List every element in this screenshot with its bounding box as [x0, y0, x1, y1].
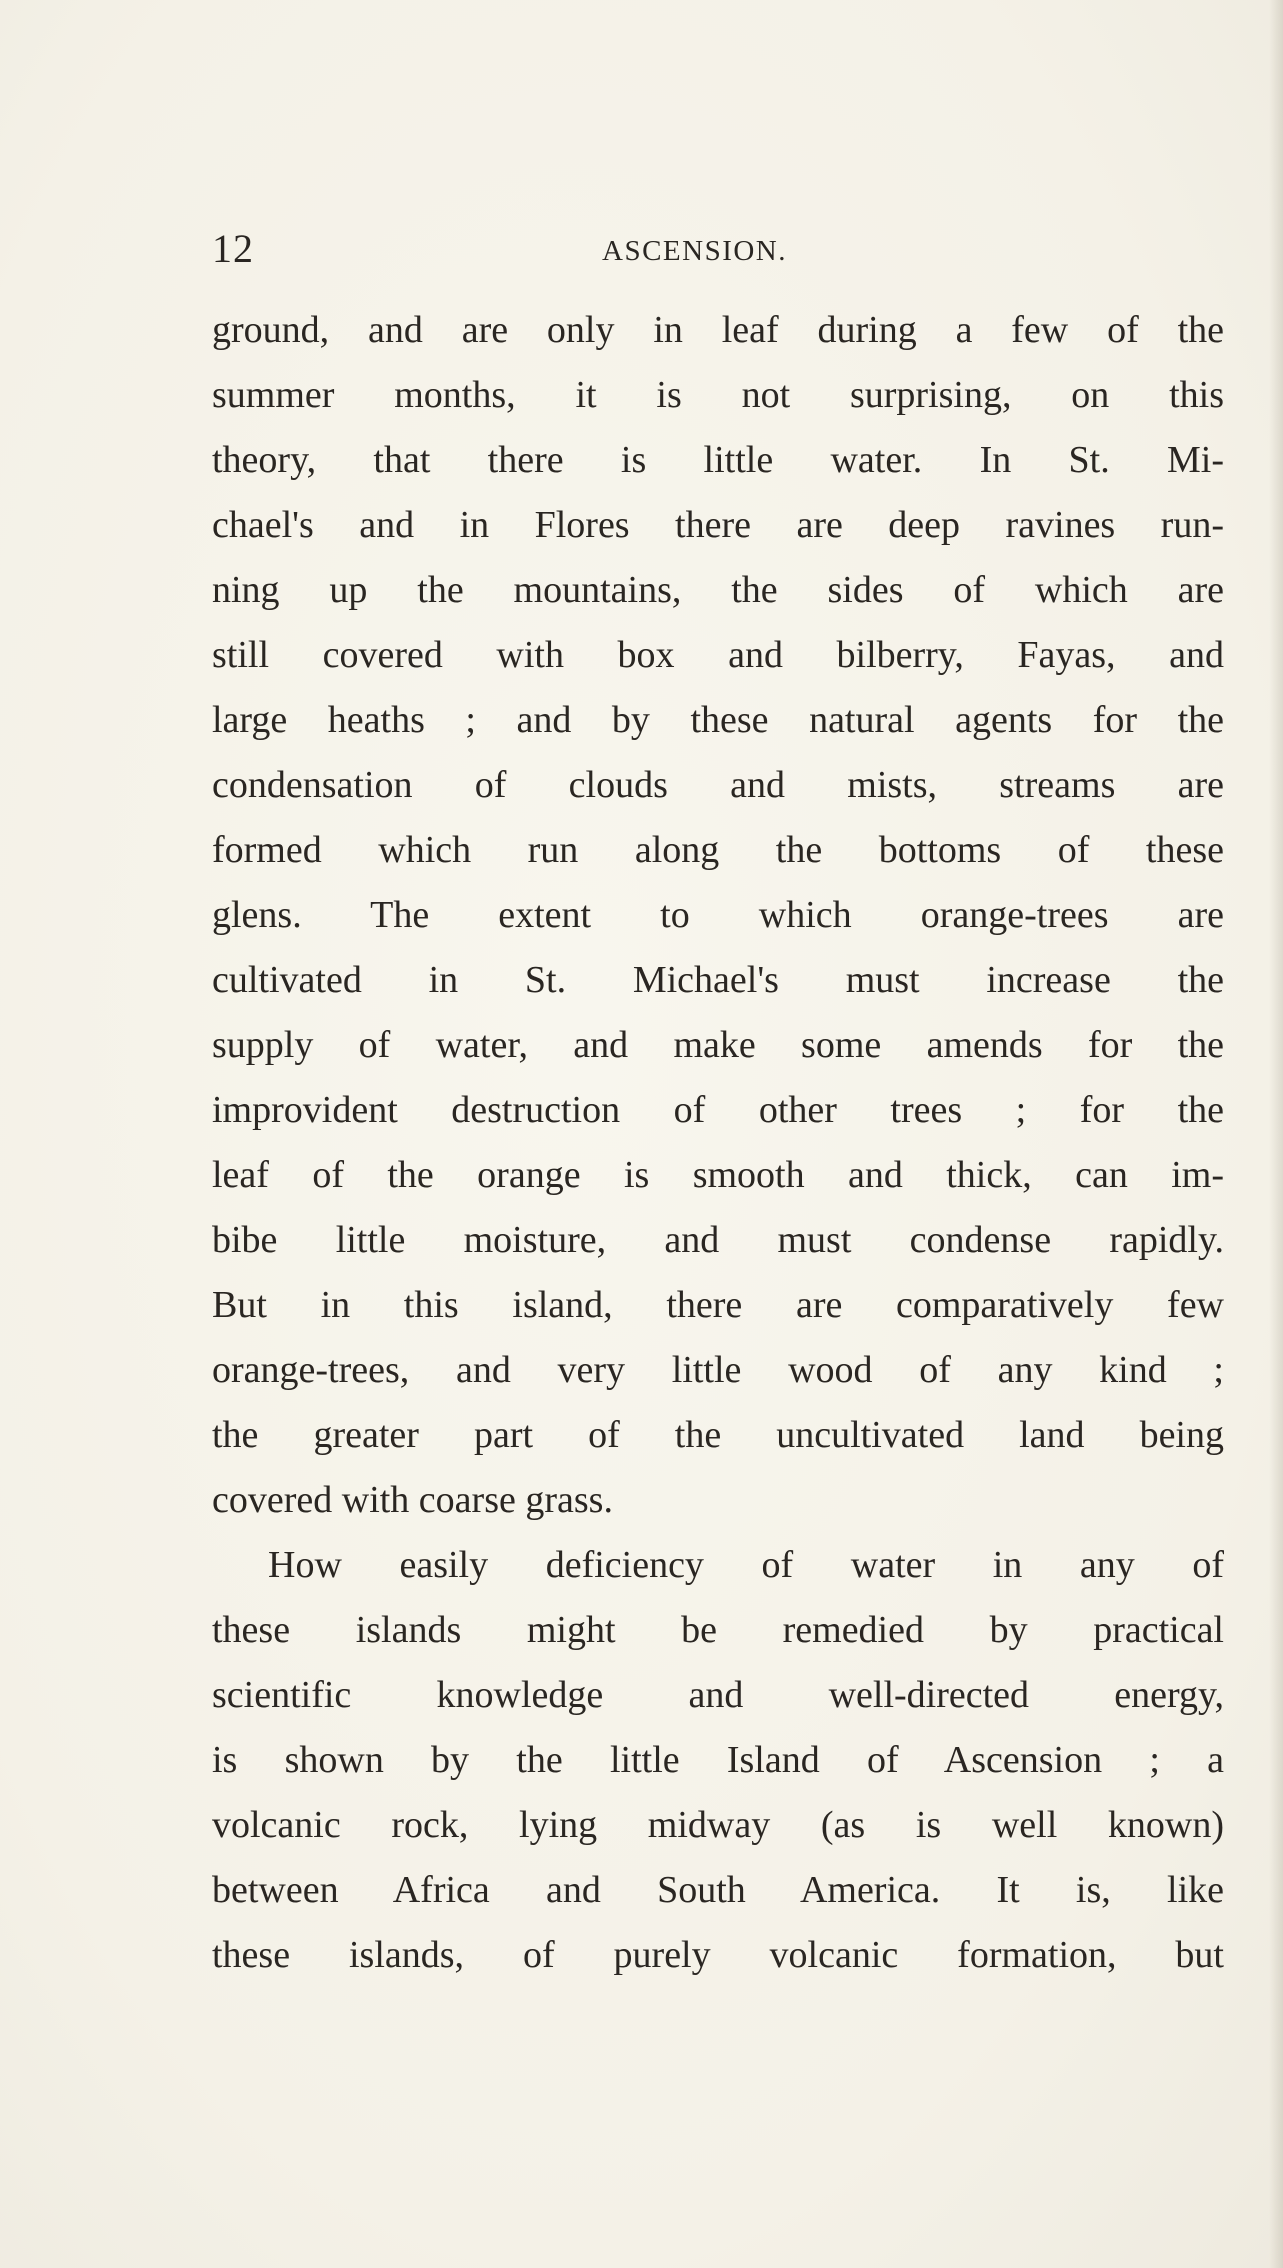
page-number: 12	[212, 226, 254, 271]
text-line: ning up the mountains, the sides of which are	[212, 569, 1224, 611]
text-line: ground, and are only in leaf during a few of the	[212, 309, 1224, 351]
running-title: ASCENSION.	[602, 235, 787, 267]
running-head	[212, 224, 1224, 274]
text-line: bibe little moisture, and must condense rapidly.	[212, 1219, 1224, 1261]
text-line: these islands might be remedied by practical	[212, 1609, 1224, 1651]
text-line: scientific knowledge and well-directed energy,	[212, 1674, 1224, 1716]
text-line: leaf of the orange is smooth and thick, can im-	[212, 1154, 1224, 1196]
text-line: volcanic rock, lying midway (as is well known)	[212, 1804, 1224, 1846]
text-line: glens. The extent to which orange-trees are	[212, 894, 1224, 936]
text-line: cultivated in St. Michael's must increase the	[212, 959, 1224, 1001]
paragraph-first-line: How easily deficiency of water in any of	[268, 1544, 1224, 1586]
text-line: theory, that there is little water. In St. Mi-	[212, 439, 1224, 481]
body-text	[212, 298, 1224, 1988]
text-line: summer months, it is not surprising, on this	[212, 374, 1224, 416]
text-line: condensation of clouds and mists, streams are	[212, 764, 1224, 806]
text-line: is shown by the little Island of Ascension ; a	[212, 1739, 1224, 1781]
text-line: chael's and in Flores there are deep ravines run-	[212, 504, 1224, 546]
text-line: covered with coarse grass.	[212, 1479, 613, 1521]
text-line: between Africa and South America. It is, like	[212, 1869, 1224, 1911]
text-line: still covered with box and bilberry, Fayas, and	[212, 634, 1224, 676]
text-line: supply of water, and make some amends for the	[212, 1024, 1224, 1066]
page-edge-shadow	[1269, 0, 1283, 2268]
text-line: orange-trees, and very little wood of any kind ;	[212, 1349, 1224, 1391]
text-line: large heaths ; and by these natural agents for the	[212, 699, 1224, 741]
text-line: improvident destruction of other trees ; for the	[212, 1089, 1224, 1131]
text-line: formed which run along the bottoms of these	[212, 829, 1224, 871]
text-line: these islands, of purely volcanic formation, but	[212, 1934, 1224, 1976]
text-line: But in this island, there are comparatively few	[212, 1284, 1224, 1326]
text-line: the greater part of the uncultivated land being	[212, 1414, 1224, 1456]
